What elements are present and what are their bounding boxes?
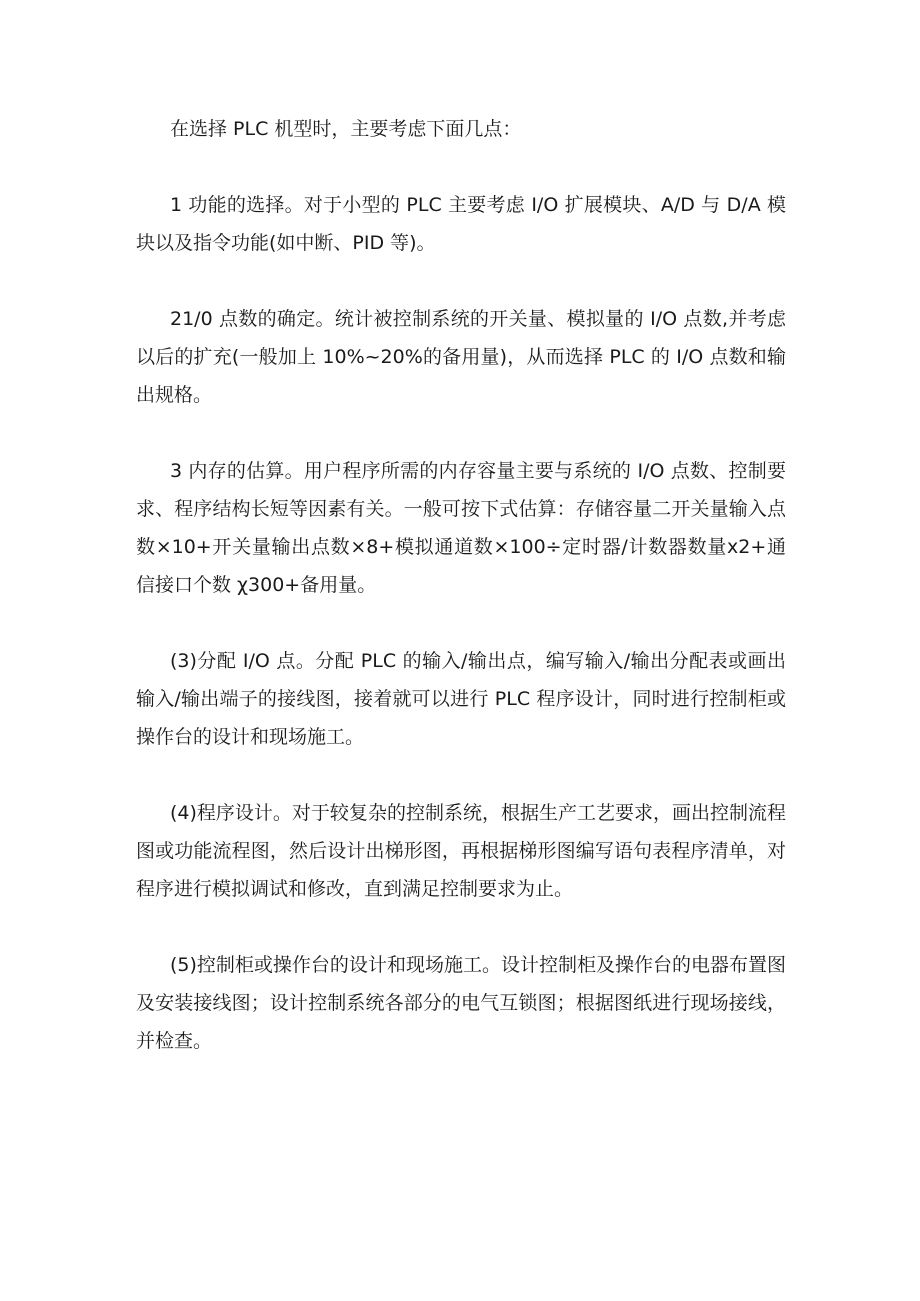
paragraph-io-allocation: (3)分配 I/O 点。分配 PLC 的输入/输出点，编写输入/输出分配表或画出输入/输出端子的接线图，接着就可以进行 PLC 程序设计，同时进行控制柜或操作台的设计和现场施工。 xyxy=(136,650,786,748)
paragraph-intro: 在选择 PLC 机型时，主要考虑下面几点： xyxy=(170,118,522,140)
paragraph-memory-estimate: 3 内存的估算。用户程序所需的内存容量主要与系统的 I/O 点数、控制要求、程序结构长短等因素有关。一般可按下式估算：存储容量二开关量输入点数×10+开关量输出点数×8+模拟通道数×100÷定时器/计数器数量x2+通信接口个数 χ300+备用量。 xyxy=(136,460,786,596)
paragraph-io-count: 21/0 点数的确定。统计被控制系统的开关量、模拟量的 I/O 点数,并考虑以后的扩充(一般加上 10%~20%的备用量)，从而选择 PLC 的 I/O 点数和输出规格。 xyxy=(136,308,786,406)
paragraph-cabinet-design: (5)控制柜或操作台的设计和现场施工。设计控制柜及操作台的电器布置图及安装接线图；设计控制系统各部分的电气互锁图；根据图纸进行现场接线，并检查。 xyxy=(136,954,786,1052)
paragraph-program-design: (4)程序设计。对于较复杂的控制系统，根据生产工艺要求，画出控制流程图或功能流程图，然后设计出梯形图，再根据梯形图编写语句表程序清单，对程序进行模拟调试和修改，直到满足控制要求为止。 xyxy=(136,802,786,900)
document-body xyxy=(136,110,786,1060)
paragraph-function-selection: 1 功能的选择。对于小型的 PLC 主要考虑 I/O 扩展模块、A/D 与 D/A 模块以及指令功能(如中断、PID 等)。 xyxy=(136,194,786,254)
